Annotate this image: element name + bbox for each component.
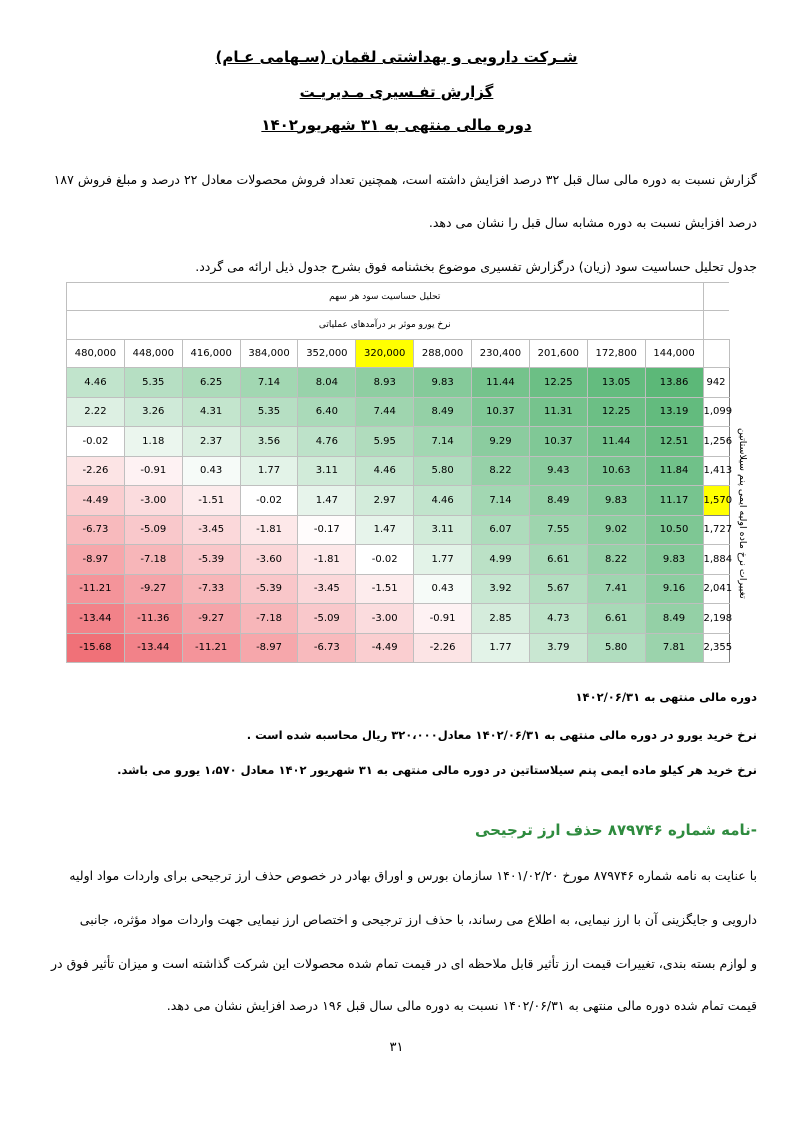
row-label: 2,355 <box>703 633 729 663</box>
row-label: 2,041 <box>703 574 729 604</box>
value-cell: 9.83 <box>414 368 472 398</box>
column-header: 352,000 <box>298 340 356 368</box>
column-header: 230,400 <box>472 340 530 368</box>
value-cell: 7.55 <box>529 515 587 545</box>
value-cell: 4.31 <box>182 397 240 427</box>
value-cell: 10.50 <box>645 515 703 545</box>
table-row <box>67 456 756 486</box>
table-row <box>67 633 756 663</box>
value-cell: 3.92 <box>472 574 530 604</box>
value-cell: -5.39 <box>182 545 240 575</box>
value-cell: 9.83 <box>645 545 703 575</box>
side-label-cell <box>729 368 755 663</box>
value-cell: 11.84 <box>645 456 703 486</box>
value-cell: -9.27 <box>182 604 240 634</box>
table-corner-cell <box>703 283 729 311</box>
value-cell: -6.73 <box>298 633 356 663</box>
value-cell: 1.77 <box>472 633 530 663</box>
section-line-4: قیمت تمام شده دوره مالی منتهی به ۱۴۰۲/۰۶/۳۱ نسبت به دوره مالی سال قبل ۱۹۶ درصد افزایش نشان می دهد. <box>166 998 757 1013</box>
intro-line-1: گزارش نسبت به دوره مالی سال قبل ۳۲ درصد افزایش داشته است، همچنین تعداد فروش محصولات معادل ۲۲ درصد و مبلغ فروش ۱۸۷ <box>53 172 757 187</box>
intro-line-3: جدول تحلیل حساسیت سود (زیان) درگزارش تفسیری موضوع بخشنامه فوق بشرح جدول ذیل ارائه می گردد. <box>195 259 757 274</box>
value-cell: -8.97 <box>240 633 298 663</box>
note-line-2: نرخ خرید یورو در دوره مالی منتهی به ۱۴۰۲/۰۶/۳۱ معادل۳۲۰،۰۰۰ ریال محاسبه شده است . <box>246 728 757 742</box>
value-cell: -5.09 <box>298 604 356 634</box>
value-cell: -4.49 <box>67 486 125 516</box>
value-cell: 6.40 <box>298 397 356 427</box>
value-cell: 5.35 <box>240 397 298 427</box>
value-cell: 6.25 <box>182 368 240 398</box>
value-cell: 5.67 <box>529 574 587 604</box>
value-cell: -11.21 <box>182 633 240 663</box>
table-corner-cell <box>703 340 729 368</box>
column-header: 201,600 <box>529 340 587 368</box>
value-cell: -11.21 <box>67 574 125 604</box>
value-cell: -0.02 <box>67 427 125 457</box>
value-cell: 11.44 <box>472 368 530 398</box>
value-cell: 10.63 <box>587 456 645 486</box>
value-cell: 4.46 <box>67 368 125 398</box>
table-subtitle: نرخ یورو موثر بر درآمدهای عملیاتی <box>67 311 704 340</box>
value-cell: 10.37 <box>529 427 587 457</box>
value-cell: 4.46 <box>356 456 414 486</box>
value-cell: 8.49 <box>529 486 587 516</box>
column-header: 144,000 <box>645 340 703 368</box>
value-cell: 9.29 <box>472 427 530 457</box>
value-cell: 12.51 <box>645 427 703 457</box>
value-cell: 4.73 <box>529 604 587 634</box>
value-cell: 8.22 <box>587 545 645 575</box>
report-title: گزارش تفـسیری مـدیریـت <box>299 83 494 101</box>
value-cell: 2.22 <box>67 397 125 427</box>
table-row <box>67 427 756 457</box>
value-cell: -13.44 <box>67 604 125 634</box>
note-line-3: نرخ خرید هر کیلو ماده ایمی پنم سیلاستاتین در دوره مالی منتهی به ۳۱ شهریور ۱۴۰۲ معادل ۱،۵۷۰ یورو می باشد. <box>117 763 757 777</box>
company-title: شـرکت دارویی و بهداشتی لقمان (سـهامی عـام) <box>215 48 578 66</box>
value-cell: 2.97 <box>356 486 414 516</box>
value-cell: 13.86 <box>645 368 703 398</box>
column-header: 448,000 <box>124 340 182 368</box>
table-blank-cell <box>729 311 755 340</box>
value-cell: -13.44 <box>124 633 182 663</box>
value-cell: -3.45 <box>298 574 356 604</box>
value-cell: 4.46 <box>414 486 472 516</box>
value-cell: 4.76 <box>298 427 356 457</box>
value-cell: 4.99 <box>472 545 530 575</box>
value-cell: -7.33 <box>182 574 240 604</box>
row-label: 1,727 <box>703 515 729 545</box>
table-row <box>67 515 756 545</box>
section-line-3: و لوازم بسته بندی، تغییرات قیمت ارز تأثیر قابل ملاحظه ای در قیمت تمام شده محصولات این شرکت گذاشته است و میزان تأثیر فوق در <box>51 956 757 971</box>
value-cell: 9.83 <box>587 486 645 516</box>
value-cell: -15.68 <box>67 633 125 663</box>
value-cell: 3.11 <box>298 456 356 486</box>
value-cell: 3.56 <box>240 427 298 457</box>
side-label: تغییرات نرخ ماده اولیه ایمی پنم سیلاستاتین <box>736 428 748 599</box>
value-cell: 9.16 <box>645 574 703 604</box>
value-cell: 13.19 <box>645 397 703 427</box>
value-cell: 3.79 <box>529 633 587 663</box>
table-row <box>67 397 756 427</box>
value-cell: 7.41 <box>587 574 645 604</box>
value-cell: 2.85 <box>472 604 530 634</box>
value-cell: 0.43 <box>182 456 240 486</box>
value-cell: 8.49 <box>645 604 703 634</box>
value-cell: -5.09 <box>124 515 182 545</box>
sensitivity-table <box>66 282 755 662</box>
value-cell: -0.02 <box>356 545 414 575</box>
value-cell: -0.91 <box>414 604 472 634</box>
value-cell: 5.95 <box>356 427 414 457</box>
value-cell: 7.44 <box>356 397 414 427</box>
column-header: 416,000 <box>182 340 240 368</box>
value-cell: -3.45 <box>182 515 240 545</box>
value-cell: -1.81 <box>298 545 356 575</box>
row-label: 1,413 <box>703 456 729 486</box>
table-blank-cell <box>729 283 755 311</box>
value-cell: -9.27 <box>124 574 182 604</box>
value-cell: -0.02 <box>240 486 298 516</box>
row-label: 1,570 <box>703 486 729 516</box>
value-cell: 8.93 <box>356 368 414 398</box>
column-header: 480,000 <box>67 340 125 368</box>
value-cell: -7.18 <box>124 545 182 575</box>
row-label: 942 <box>703 368 729 398</box>
table-row <box>67 574 756 604</box>
value-cell: 12.25 <box>587 397 645 427</box>
table-row <box>67 486 756 516</box>
table-title: تحلیل حساسیت سود هر سهم <box>67 283 704 311</box>
value-cell: 9.43 <box>529 456 587 486</box>
value-cell: -1.51 <box>182 486 240 516</box>
value-cell: -0.17 <box>298 515 356 545</box>
value-cell: 5.35 <box>124 368 182 398</box>
table-blank-cell <box>729 340 755 368</box>
value-cell: 1.77 <box>240 456 298 486</box>
value-cell: 7.14 <box>472 486 530 516</box>
intro-line-2: درصد افزایش نسبت به دوره مشابه سال قبل را نشان می دهد. <box>428 215 757 230</box>
value-cell: -1.51 <box>356 574 414 604</box>
note-line-1: دوره مالی منتهی به ۱۴۰۲/۰۶/۳۱ <box>575 690 757 704</box>
value-cell: 1.18 <box>124 427 182 457</box>
value-cell: -4.49 <box>356 633 414 663</box>
column-header: 384,000 <box>240 340 298 368</box>
table-row <box>67 604 756 634</box>
value-cell: 5.80 <box>587 633 645 663</box>
table-corner-cell <box>703 311 729 340</box>
value-cell: -2.26 <box>414 633 472 663</box>
value-cell: 1.77 <box>414 545 472 575</box>
value-cell: 7.14 <box>240 368 298 398</box>
value-cell: 3.11 <box>414 515 472 545</box>
row-label: 2,198 <box>703 604 729 634</box>
row-label: 1,099 <box>703 397 729 427</box>
value-cell: -7.18 <box>240 604 298 634</box>
value-cell: -0.91 <box>124 456 182 486</box>
value-cell: -5.39 <box>240 574 298 604</box>
value-cell: 8.49 <box>414 397 472 427</box>
value-cell: 7.14 <box>414 427 472 457</box>
value-cell: -3.00 <box>356 604 414 634</box>
value-cell: -1.81 <box>240 515 298 545</box>
value-cell: 6.61 <box>587 604 645 634</box>
value-cell: 11.44 <box>587 427 645 457</box>
value-cell: 13.05 <box>587 368 645 398</box>
value-cell: -3.60 <box>240 545 298 575</box>
page-number: ۳۱ <box>389 1040 404 1055</box>
value-cell: 6.07 <box>472 515 530 545</box>
value-cell: 9.02 <box>587 515 645 545</box>
value-cell: -11.36 <box>124 604 182 634</box>
value-cell: 1.47 <box>298 486 356 516</box>
table-row <box>67 368 756 398</box>
value-cell: 3.26 <box>124 397 182 427</box>
value-cell: -3.00 <box>124 486 182 516</box>
row-label: 1,884 <box>703 545 729 575</box>
section-line-2: دارویی و جایگزینی آن با ارز نیمایی، به اطلاع می رساند، با حذف ارز ترجیحی و اختصاص ارز نیمایی جهت واردات مواد مؤثره، جانبی <box>79 912 757 927</box>
value-cell: 11.31 <box>529 397 587 427</box>
table-row <box>67 545 756 575</box>
value-cell: 10.37 <box>472 397 530 427</box>
value-cell: 2.37 <box>182 427 240 457</box>
value-cell: 11.17 <box>645 486 703 516</box>
period-title: دوره مالی منتهی به ۳۱ شهریور۱۴۰۲ <box>261 116 532 134</box>
value-cell: 5.80 <box>414 456 472 486</box>
value-cell: 8.04 <box>298 368 356 398</box>
value-cell: 7.81 <box>645 633 703 663</box>
section-heading: -نامه شماره ۸۷۹۷۴۶ حذف ارز ترجیحی <box>474 821 757 839</box>
column-header: 172,800 <box>587 340 645 368</box>
column-header: 288,000 <box>414 340 472 368</box>
value-cell: 6.61 <box>529 545 587 575</box>
value-cell: 12.25 <box>529 368 587 398</box>
value-cell: -8.97 <box>67 545 125 575</box>
value-cell: 0.43 <box>414 574 472 604</box>
value-cell: -2.26 <box>67 456 125 486</box>
row-label: 1,256 <box>703 427 729 457</box>
column-header: 320,000 <box>356 340 414 368</box>
value-cell: 8.22 <box>472 456 530 486</box>
value-cell: -6.73 <box>67 515 125 545</box>
value-cell: 1.47 <box>356 515 414 545</box>
section-line-1: با عنایت به نامه شماره ۸۷۹۷۴۶ مورخ ۱۴۰۱/۰۲/۲۰ سازمان بورس و اوراق بهادر در خصوص حذف ارز ترجیحی برای واردات مواد اولیه <box>69 868 757 883</box>
